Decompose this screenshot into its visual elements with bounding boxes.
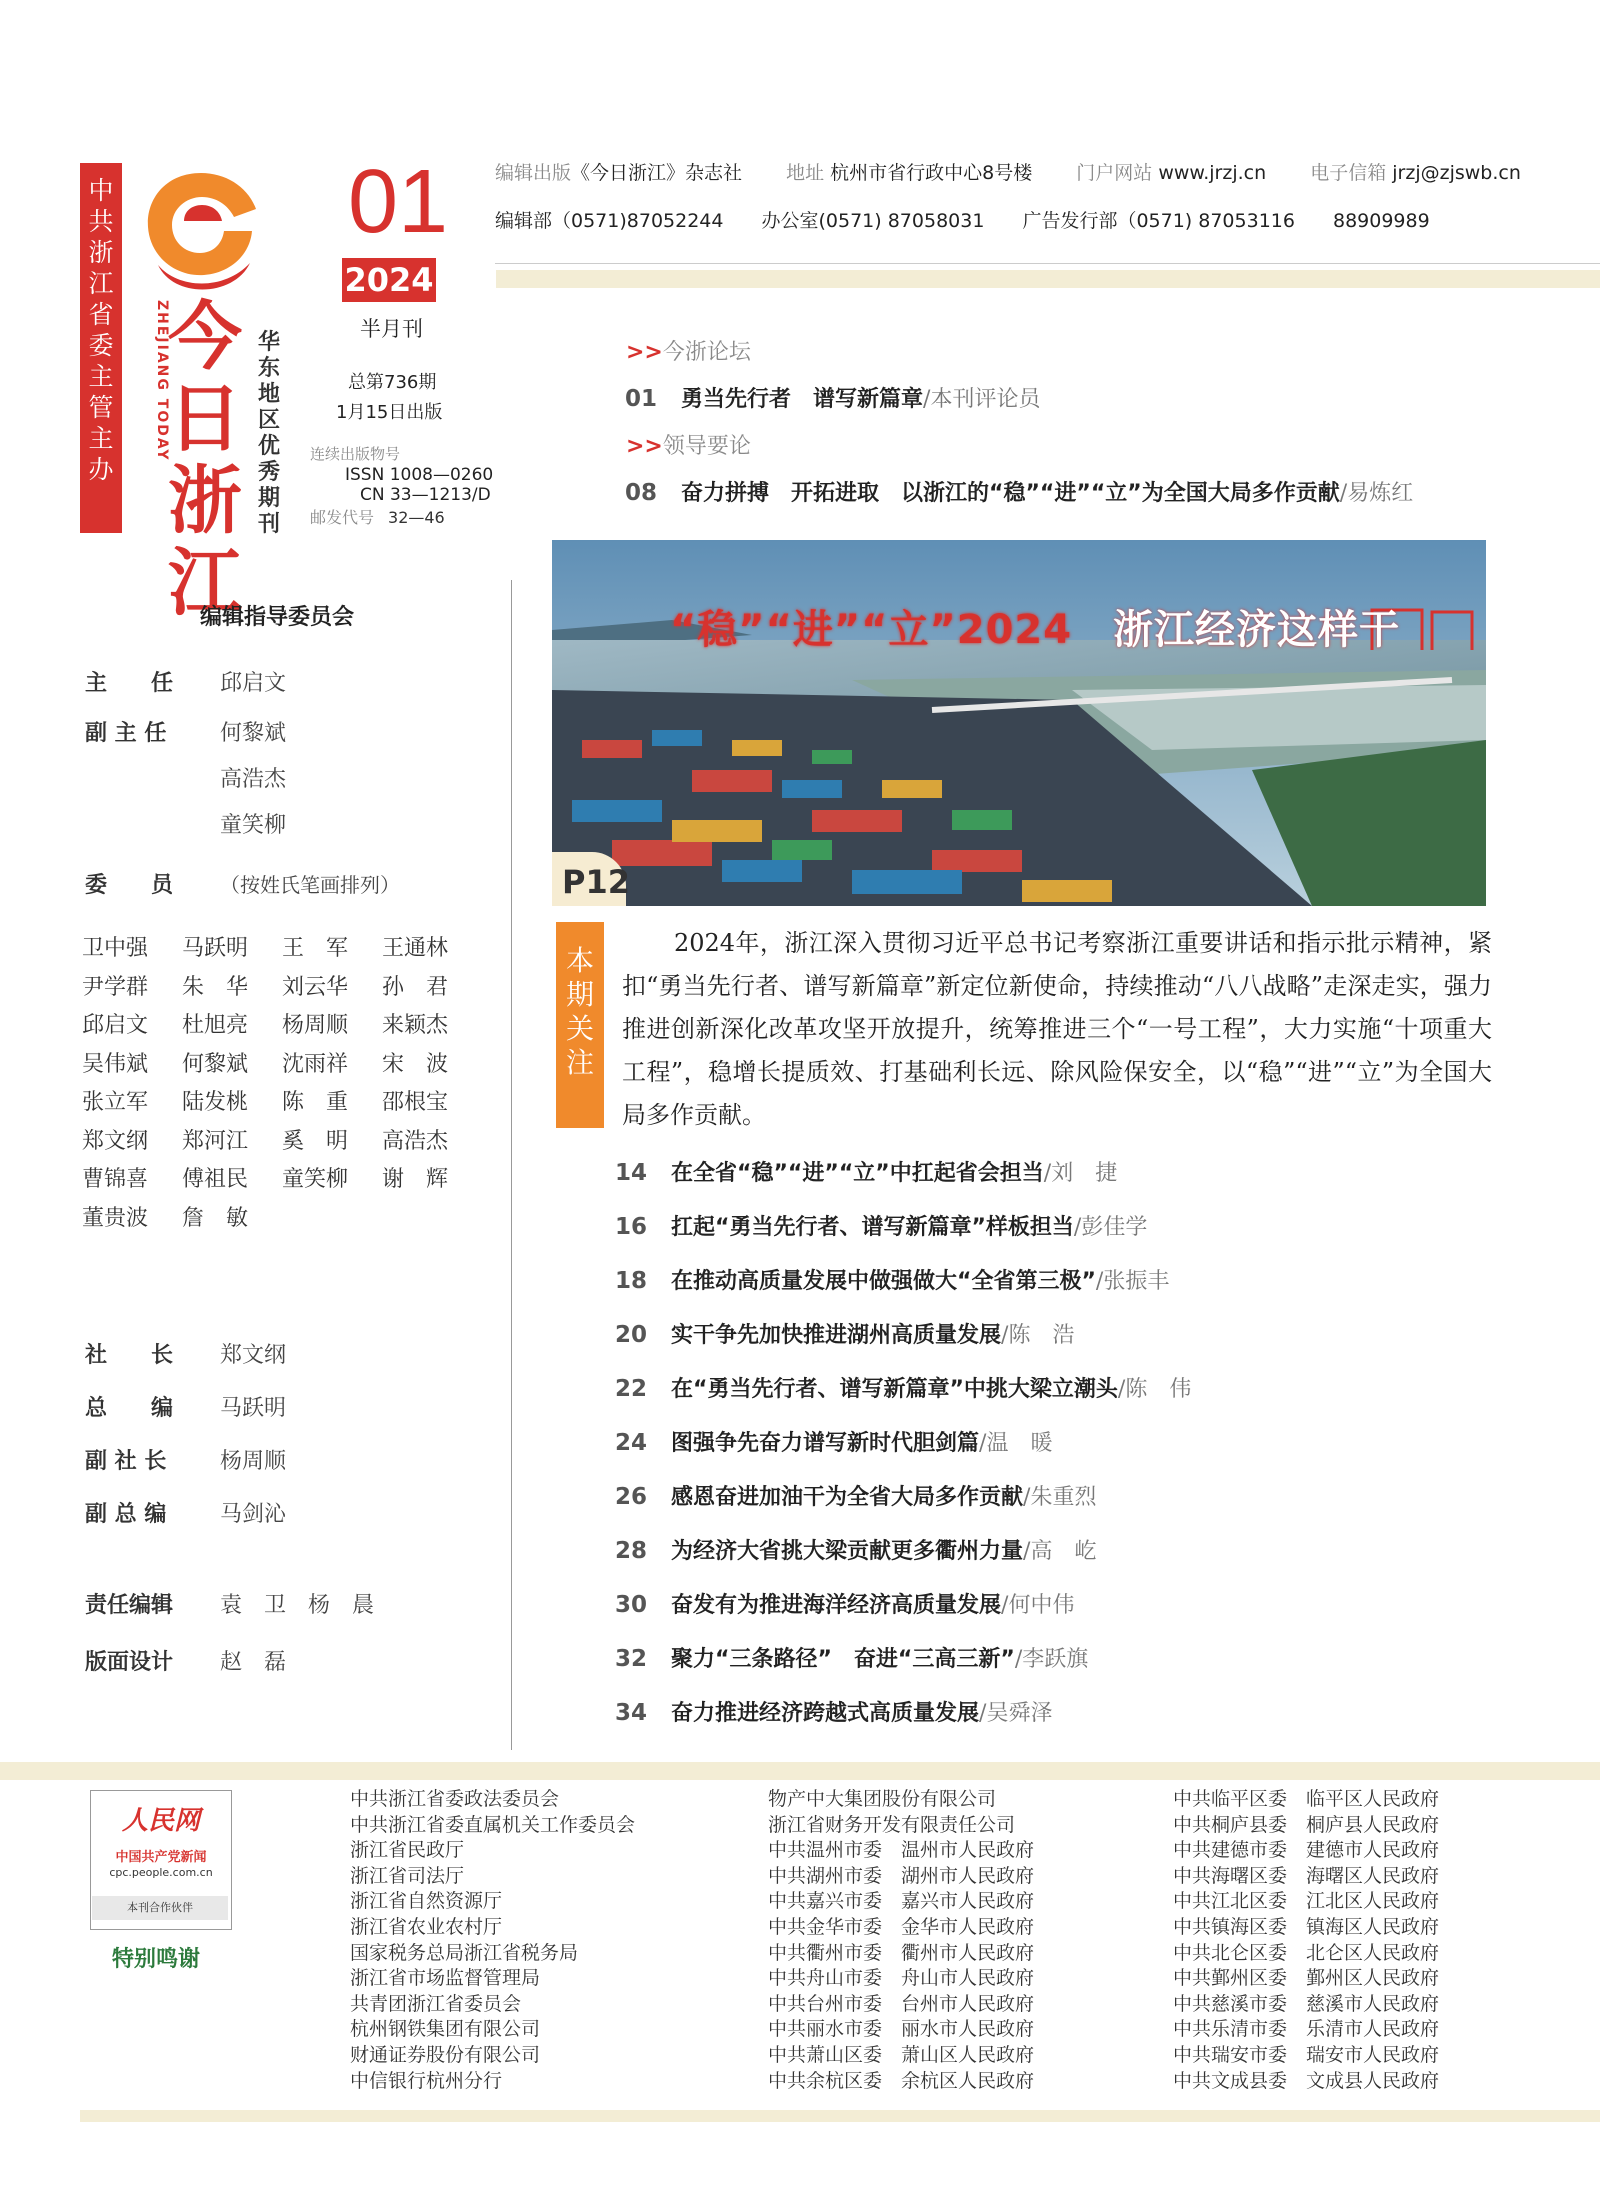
member-name: 杨周顺 — [282, 1013, 349, 1038]
member-name: 童笑柳 — [282, 1167, 349, 1192]
toc-separator: / — [1095, 1269, 1104, 1294]
contact-line-2: 编辑部（0571)87052244 办公室(0571) 87058031 广告发行部（0571) 87053116 88909989 — [495, 210, 1430, 232]
people-logo: 人民网 — [121, 1806, 200, 1836]
thanks-entry: 中共文成县委 文成县人民政府 — [1173, 2069, 1440, 2092]
toc-author: 彭佳学 — [1081, 1215, 1148, 1240]
member-name: 吴伟斌 — [82, 1051, 149, 1077]
member-name: 卫中强 — [82, 936, 149, 961]
staff-row — [85, 1645, 286, 1676]
staff-name: 马跃明 — [220, 1396, 287, 1421]
toc-separator: / — [1001, 1593, 1009, 1618]
postal-code: 邮发代号 32—46 — [310, 508, 445, 527]
toc-item[interactable] — [615, 1372, 1191, 1403]
toc-page-number: 24 — [615, 1430, 648, 1456]
toc-author: 高 屹 — [1030, 1539, 1097, 1564]
toc-title: 在“勇当先行者、谱写新篇章”中挑大梁立潮头 — [671, 1377, 1118, 1402]
issue-year: 2024 — [342, 258, 436, 302]
contact-line-1: 编辑出版《今日浙江》杂志社 地址 杭州市省行政中心8号楼 门户网站 www.jrzj.cn 电子信箱 jrzj@zjswb.cn — [495, 162, 1521, 184]
board-deputy: 童笑柳 — [220, 813, 287, 838]
thanks-entry: 浙江省农业农村厅 — [350, 1915, 503, 1938]
toc-author: 李跃旗 — [1022, 1647, 1089, 1672]
toc-author: 何中伟 — [1008, 1593, 1075, 1618]
staff-name: 郑文纲 — [220, 1343, 287, 1368]
staff-role: 副 总 编 — [85, 1502, 167, 1527]
staff-name: 杨周顺 — [220, 1449, 287, 1474]
cn-number: CN 33—1213/D — [360, 485, 491, 505]
member-name: 陈 重 — [282, 1090, 349, 1115]
thanks-entry: 中共镇海区委 镇海区人民政府 — [1173, 1915, 1440, 1938]
serial-label: 连续出版物号 — [310, 445, 401, 463]
issue-number: 01 — [348, 152, 449, 252]
thanks-entry: 浙江省市场监督管理局 — [350, 1967, 541, 1990]
toc-page-number: 14 — [615, 1160, 648, 1186]
board-director: 主 任 邱启文 — [85, 671, 287, 696]
focus-intro: 2024年，浙江深入贯彻习近平总书记考察浙江重要讲话和指示批示精神，紧扣“勇当先行者、谱写新篇章”新定位新使命，持续推动“八八战略”走深走实，强力推进创新深化改革攻坚开放提升，统筹推进三个“一号工程”，大力实施“十项重大工程”，稳增长提质效、打基础利长远、除风险保安全，以“稳”“进”“立”为全国大局多作贡献。 — [622, 929, 1492, 1129]
toc-item[interactable] — [615, 1588, 1074, 1619]
toc-separator: / — [1073, 1215, 1082, 1240]
toc-page-number: 22 — [615, 1376, 648, 1402]
thanks-entry: 中共嘉兴市委 嘉兴市人民政府 — [768, 1890, 1035, 1913]
toc-author: 朱重烈 — [1030, 1485, 1097, 1510]
toc-item[interactable]: 08 奋力拼搏 开拓进取 以浙江的“稳”“进”“立”为全国大局多作贡献/易炼红 — [625, 480, 1414, 506]
member-name: 刘云华 — [282, 974, 349, 1000]
member-name: 来颖杰 — [382, 1013, 449, 1038]
toc-page-number: 26 — [615, 1484, 648, 1510]
magazine-logo-icon — [138, 165, 264, 305]
toc-title: 实干争先加快推进湖州高质量发展 — [671, 1323, 1002, 1348]
toc-page-number: 34 — [615, 1700, 648, 1726]
toc-separator: / — [979, 1431, 987, 1456]
thanks-entry: 浙江省民政厅 — [350, 1839, 465, 1862]
staff-row — [85, 1391, 286, 1422]
people-subtitle: 中国共产党新闻 — [115, 1850, 207, 1865]
port-photo — [552, 540, 1486, 906]
member-name: 傅祖民 — [182, 1167, 249, 1192]
section-forum: >>今浙论坛 — [626, 340, 751, 365]
publication-date: 1月15日出版 — [336, 402, 443, 423]
staff-row — [85, 1338, 286, 1369]
toc-item[interactable] — [615, 1318, 1074, 1349]
thanks-entry: 浙江省财务开发有限责任公司 — [768, 1813, 1016, 1836]
thanks-entry: 中共浙江省委政法委员会 — [350, 1788, 560, 1810]
decorative-bar — [496, 270, 1600, 288]
toc-title: 感恩奋进加油干为全省大局多作贡献 — [671, 1485, 1024, 1510]
focus-label: 本期关注 — [556, 922, 604, 1128]
toc-page-number: 16 — [615, 1214, 648, 1240]
staff-role: 责任编辑 — [85, 1593, 174, 1618]
toc-author: 陈 伟 — [1125, 1377, 1192, 1402]
thanks-entry: 中共余杭区委 余杭区人民政府 — [768, 2069, 1035, 2092]
toc-author: 张振丰 — [1103, 1269, 1170, 1294]
toc-separator: / — [1001, 1323, 1009, 1348]
member-name: 尹学群 — [82, 974, 149, 1000]
divider — [495, 263, 1600, 264]
toc-title: 为经济大省挑大梁贡献更多衢州力量 — [671, 1539, 1024, 1564]
toc-page-number: 32 — [615, 1646, 648, 1672]
toc-page-number: 30 — [615, 1592, 648, 1618]
thanks-entry: 中共湖州市委 湖州市人民政府 — [768, 1864, 1035, 1887]
board-deputy: 副 主 任 何黎斌 — [85, 721, 287, 746]
thanks-entry: 中共鄞州区委 鄞州区人民政府 — [1173, 1967, 1440, 1990]
thanks-entry: 中共乐清市委 乐清市人民政府 — [1173, 2018, 1440, 2041]
toc-item[interactable] — [615, 1642, 1088, 1673]
total-issue: 总第736期 — [348, 372, 437, 393]
thanks-column-2 — [768, 1787, 1034, 2094]
thanks-entry: 中共金华市委 金华市人民政府 — [768, 1915, 1035, 1938]
thanks-entry: 中共海曙区委 海曙区人民政府 — [1173, 1864, 1440, 1887]
toc-title: 图强争先奋力谱写新时代胆剑篇 — [671, 1431, 980, 1456]
toc-title: 奋力推进经济跨越式高质量发展 — [671, 1701, 980, 1726]
toc-separator: / — [1014, 1647, 1023, 1672]
thanks-entry: 中共桐庐县委 桐庐县人民政府 — [1173, 1813, 1440, 1836]
staff-name: 马剑沁 — [220, 1502, 287, 1527]
thanks-title: 特别鸣谢 — [112, 1946, 201, 1972]
toc-item[interactable] — [615, 1156, 1117, 1187]
thanks-entry: 中共北仑区委 北仑区人民政府 — [1173, 1941, 1440, 1964]
supervisor-text: 中共浙江省委主管主办 — [88, 176, 114, 484]
member-name: 何黎斌 — [182, 1051, 249, 1077]
board-members — [82, 930, 482, 1238]
member-name: 张立军 — [82, 1090, 149, 1115]
footer-rule — [80, 2110, 1600, 2122]
member-name: 陆发桃 — [182, 1090, 249, 1115]
toc-item[interactable]: 01 勇当先行者 谱写新篇章/本刊评论员 — [625, 386, 1041, 412]
member-name: 朱 华 — [182, 974, 249, 1000]
staff-role: 版面设计 — [85, 1650, 174, 1675]
thanks-entry: 国家税务总局浙江省税务局 — [350, 1941, 579, 1964]
toc-item[interactable] — [615, 1534, 1096, 1565]
footer-band — [0, 1762, 1600, 1780]
toc-title: 在推动高质量发展中做强做大“全省第三极” — [671, 1269, 1096, 1294]
logo-chinese: 今日浙江 — [168, 294, 242, 626]
thanks-entry: 中共丽水市委 丽水市人民政府 — [768, 2018, 1035, 2041]
member-name: 詹 敏 — [182, 1205, 249, 1231]
toc-author: 温 暖 — [986, 1431, 1053, 1456]
staff-role: 社 长 — [85, 1343, 174, 1368]
thanks-entry: 中共萧山区委 萧山区人民政府 — [768, 2043, 1035, 2066]
thanks-entry: 中共温州市委 温州市人民政府 — [768, 1839, 1035, 1862]
member-name: 郑河江 — [182, 1128, 249, 1154]
member-name: 宋 波 — [382, 1051, 449, 1077]
member-name: 董贵波 — [82, 1205, 149, 1231]
thanks-entry: 中共江北区委 江北区人民政府 — [1173, 1890, 1440, 1913]
board-members-heading: 委 员 （按姓氏笔画排列） — [85, 873, 400, 898]
toc-separator: / — [1023, 1539, 1031, 1564]
board-title: 编辑指导委员会 — [200, 605, 355, 630]
member-name: 谢 辉 — [382, 1167, 449, 1192]
member-name: 王通林 — [382, 936, 449, 961]
thanks-entry: 共青团浙江省委员会 — [350, 1992, 522, 2015]
staff-row — [85, 1588, 374, 1619]
toc-title: 聚力“三条路径” 奋进“三高三新” — [671, 1647, 1015, 1672]
thanks-entry: 杭州钢铁集团有限公司 — [350, 2018, 541, 2041]
toc-page-number: 28 — [615, 1538, 648, 1564]
thanks-entry: 中共台州市委 台州市人民政府 — [768, 1992, 1035, 2015]
staff-row — [85, 1497, 286, 1528]
award-text: 华东地区优秀期刊 — [258, 330, 281, 537]
toc-author: 吴舜泽 — [986, 1701, 1053, 1726]
member-name: 孙 君 — [382, 974, 449, 1000]
board-deputy: 高浩杰 — [220, 767, 287, 792]
member-name: 马跃明 — [182, 936, 249, 961]
staff-role: 副 社 长 — [85, 1449, 167, 1474]
toc-separator: / — [979, 1701, 987, 1726]
toc-item[interactable] — [615, 1426, 1052, 1457]
thanks-entry: 浙江省司法厅 — [350, 1864, 465, 1887]
member-name: 郑文纲 — [82, 1128, 149, 1154]
member-name: 杜旭亮 — [182, 1013, 249, 1038]
thanks-entry: 中共舟山市委 舟山市人民政府 — [768, 1967, 1035, 1990]
thanks-entry: 财通证券股份有限公司 — [350, 2043, 541, 2066]
member-name: 曹锦喜 — [82, 1167, 149, 1192]
column-divider — [511, 580, 512, 1750]
toc-separator: / — [1043, 1161, 1052, 1186]
partner-label: 本刊合作伙伴 — [92, 1896, 228, 1920]
toc-page-number: 20 — [615, 1322, 648, 1348]
member-name: 王 军 — [282, 936, 349, 961]
member-name: 高浩杰 — [382, 1128, 449, 1154]
toc-author: 刘 捷 — [1051, 1161, 1118, 1186]
thanks-entry: 中共浙江省委直属机关工作委员会 — [350, 1813, 636, 1836]
member-name: 沈雨祥 — [282, 1051, 349, 1077]
thanks-entry: 物产中大集团股份有限公司 — [768, 1788, 997, 1810]
thanks-entry: 中信银行杭州分行 — [350, 2069, 503, 2092]
staff-role: 总 编 — [85, 1396, 174, 1421]
thanks-entry: 中共衢州市委 衢州市人民政府 — [768, 1941, 1035, 1964]
member-name: 奚 明 — [282, 1128, 349, 1154]
toc-item[interactable] — [615, 1210, 1147, 1241]
thanks-entry: 中共临平区委 临平区人民政府 — [1173, 1788, 1440, 1810]
toc-separator: / — [1023, 1485, 1031, 1510]
staff-name: 袁 卫 杨 晨 — [220, 1593, 375, 1618]
issn: ISSN 1008—0260 — [345, 465, 494, 485]
section-leaders: >>领导要论 — [626, 434, 751, 459]
toc-item[interactable] — [615, 1696, 1052, 1727]
thanks-column-3 — [1173, 1787, 1439, 2094]
member-name: 邱启文 — [82, 1013, 149, 1038]
toc-title: 扛起“勇当先行者、谱写新篇章”样板担当 — [671, 1215, 1074, 1240]
member-name: 邵根宝 — [382, 1090, 449, 1115]
thanks-entry: 中共瑞安市委 瑞安市人民政府 — [1173, 2043, 1440, 2066]
logo-english: ZHEJIANG TODAY — [154, 300, 170, 462]
toc-item[interactable] — [615, 1264, 1169, 1295]
thanks-entry: 浙江省自然资源厅 — [350, 1890, 503, 1913]
toc-item[interactable] — [615, 1480, 1096, 1511]
staff-name: 赵 磊 — [220, 1650, 287, 1675]
staff-row — [85, 1444, 286, 1475]
thanks-entry: 中共建德市委 建德市人民政府 — [1173, 1839, 1440, 1862]
thanks-entry: 中共慈溪市委 慈溪市人民政府 — [1173, 1992, 1440, 2015]
page-badge: P12 — [552, 852, 626, 906]
feature-banner: “稳”“进”“立”2024 浙江经济这样干 — [670, 607, 1401, 653]
toc-title: 奋发有为推进海洋经济高质量发展 — [671, 1593, 1002, 1618]
toc-page-number: 18 — [615, 1268, 648, 1294]
toc-title: 在全省“稳”“进”“立”中扛起省会担当 — [671, 1161, 1044, 1186]
thanks-column-1 — [350, 1787, 635, 2094]
toc-author: 陈 浩 — [1008, 1323, 1075, 1348]
frequency: 半月刊 — [360, 317, 423, 341]
toc-separator: / — [1117, 1377, 1126, 1402]
people-url: cpc.people.com.cn — [109, 1866, 213, 1879]
